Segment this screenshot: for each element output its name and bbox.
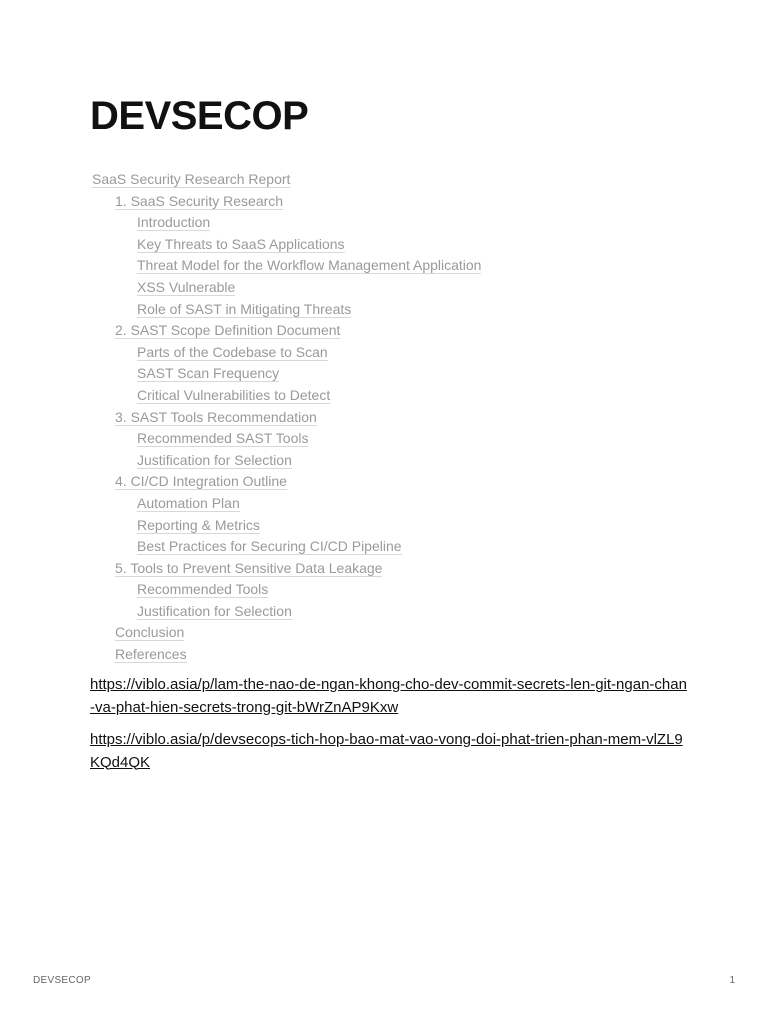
- toc-item: [92, 644, 692, 666]
- toc-link[interactable]: 1. SaaS Security Research: [115, 192, 284, 209]
- toc-item: [92, 622, 692, 644]
- reference-paragraph: [90, 729, 690, 774]
- toc-item: [92, 536, 692, 558]
- toc-link[interactable]: Automation Plan: [137, 494, 240, 511]
- page-number: 1: [729, 975, 735, 986]
- reference-link[interactable]: https://viblo.asia/p/lam-the-nao-de-ngan-khong-cho-dev-commit-secrets-len-git-ngan-chan-va-phat-hien-secrets-trong-git-bWrZnAP9Kxw: [90, 676, 687, 716]
- toc-link[interactable]: 4. CI/CD Integration Outline: [115, 473, 287, 490]
- toc-link[interactable]: Parts of the Codebase to Scan: [137, 343, 328, 360]
- toc-item: [92, 515, 692, 537]
- toc-link[interactable]: Reporting & Metrics: [137, 516, 260, 533]
- toc-item: [92, 363, 692, 385]
- toc-link[interactable]: 2. SAST Scope Definition Document: [115, 322, 341, 339]
- toc-item: [92, 212, 692, 234]
- toc-link[interactable]: Key Threats to SaaS Applications: [137, 235, 345, 252]
- toc-item: [92, 471, 692, 493]
- toc-link[interactable]: SaaS Security Research Report: [92, 171, 291, 187]
- toc-link[interactable]: Critical Vulnerabilities to Detect: [137, 386, 331, 403]
- toc-link[interactable]: XSS Vulnerable: [137, 278, 236, 295]
- toc-item: [92, 385, 692, 407]
- toc-link[interactable]: References: [115, 646, 187, 663]
- toc-link[interactable]: Conclusion: [115, 624, 185, 641]
- toc-item: [92, 579, 692, 601]
- reference-links: [90, 674, 690, 784]
- toc-link[interactable]: Role of SAST in Mitigating Threats: [137, 300, 352, 317]
- toc-item: [92, 169, 692, 191]
- toc-item: [92, 407, 692, 429]
- toc-link[interactable]: Introduction: [137, 214, 211, 231]
- toc-link[interactable]: Justification for Selection: [137, 451, 292, 468]
- toc-link[interactable]: Threat Model for the Workflow Management Application: [137, 257, 482, 274]
- toc-item: [92, 601, 692, 623]
- toc-item: [92, 234, 692, 256]
- reference-paragraph: [90, 674, 690, 719]
- toc-item: [92, 450, 692, 472]
- toc-item: [92, 320, 692, 342]
- footer-title: DEVSECOP: [33, 975, 91, 986]
- table-of-contents: [92, 169, 692, 666]
- toc-item: [92, 493, 692, 515]
- toc-link[interactable]: Justification for Selection: [137, 602, 292, 619]
- toc-link[interactable]: 5. Tools to Prevent Sensitive Data Leakage: [115, 559, 383, 576]
- toc-item: [92, 558, 692, 580]
- toc-link[interactable]: 3. SAST Tools Recommendation: [115, 408, 317, 425]
- toc-item: [92, 299, 692, 321]
- toc-item: [92, 191, 692, 213]
- page-title: DEVSECOP: [90, 94, 309, 138]
- toc-link[interactable]: Recommended Tools: [137, 581, 269, 598]
- toc-item: [92, 342, 692, 364]
- toc-link[interactable]: Best Practices for Securing CI/CD Pipeline: [137, 538, 402, 555]
- toc-link[interactable]: SAST Scan Frequency: [137, 365, 280, 382]
- toc-item: [92, 277, 692, 299]
- reference-link[interactable]: https://viblo.asia/p/devsecops-tich-hop-bao-mat-vao-vong-doi-phat-trien-phan-mem-vlZL9KQd4QK: [90, 731, 683, 771]
- toc-item: [92, 255, 692, 277]
- toc-link[interactable]: Recommended SAST Tools: [137, 430, 309, 447]
- toc-item: [92, 428, 692, 450]
